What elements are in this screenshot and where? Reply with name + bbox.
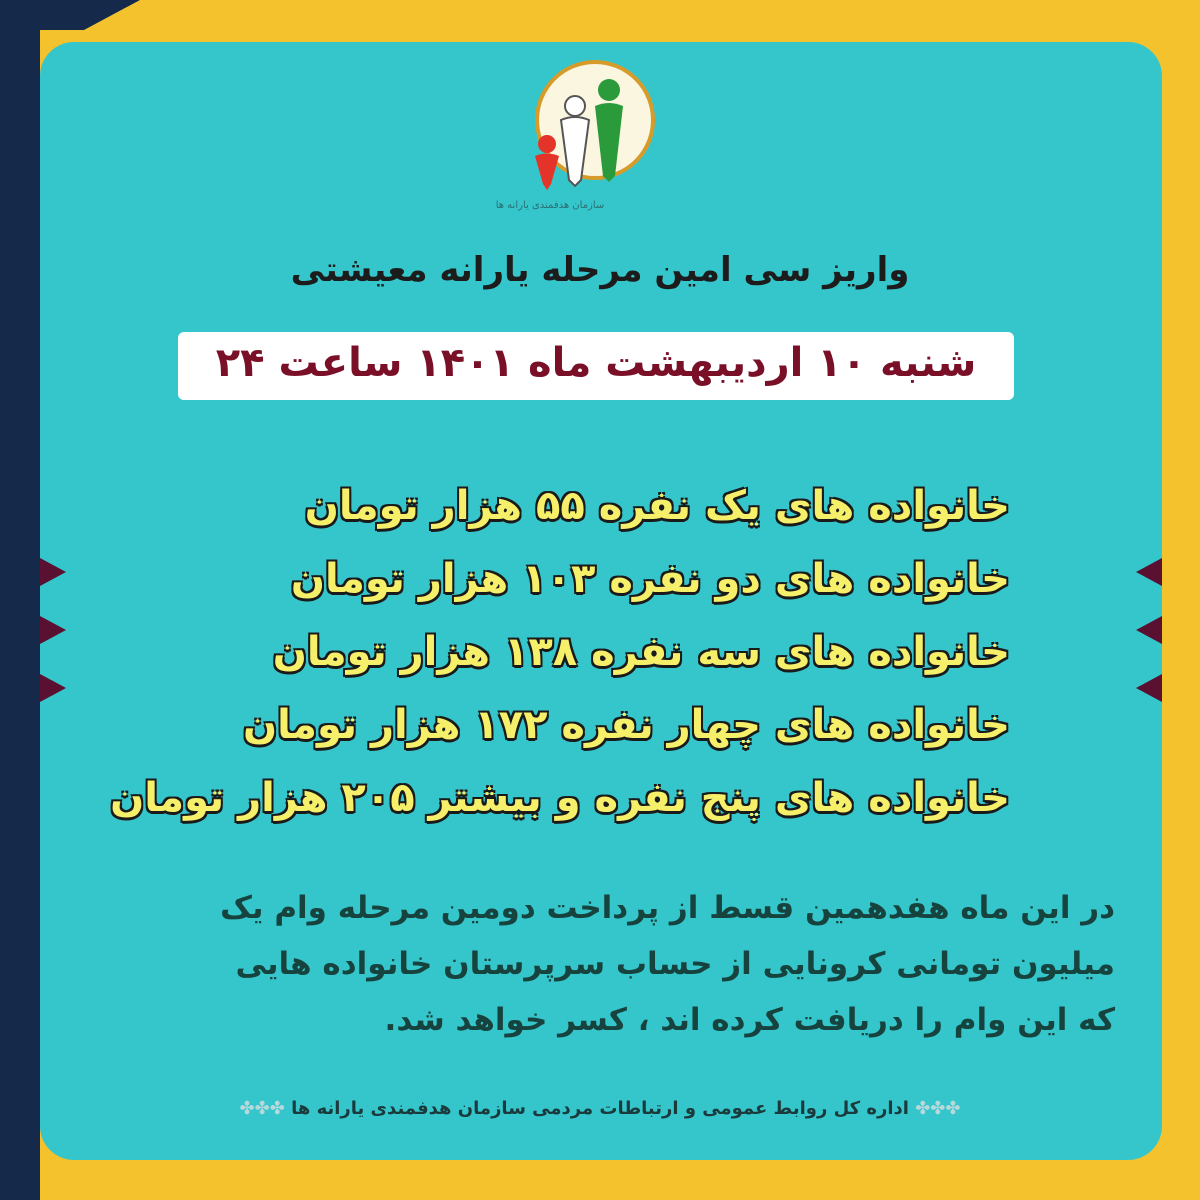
logo-caption: سازمان هدفمندی یارانه ها [495,200,605,211]
left-notch-decoration [40,616,66,644]
note-line: میلیون تومانی کرونایی از حساب سرپرستان خانواده هایی [235,946,1115,982]
footer-decoration-icon: ✤✤✤ [239,1098,285,1119]
note-line: که این وام را دریافت کرده اند ، کسر خواهد شد. [384,1002,1115,1038]
amount-line: خانواده های پنج نفره و بیشتر ۲۰۵ هزار تومان [110,775,1010,821]
right-notch-decoration [1136,616,1162,644]
amount-line: خانواده های دو نفره ۱۰۳ هزار تومان [290,556,1010,602]
page-title: واریز سی امین مرحله یارانه معیشتی [290,250,910,290]
left-notch-decoration [40,558,66,586]
note-line: در این ماه هفدهمین قسط از پرداخت دومین مرحله وام یک [220,890,1115,926]
amount-line: خانواده های چهار نفره ۱۷۲ هزار تومان [243,702,1010,748]
footer-credit [100,1098,1100,1119]
family-figures-logo-icon [525,58,665,218]
right-notch-decoration [1136,558,1162,586]
footer-decoration-icon: ✤✤✤ [915,1098,961,1119]
amount-line: خانواده های سه نفره ۱۳۸ هزار تومان [272,629,1010,675]
amount-line: خانواده های یک نفره ۵۵ هزار تومان [304,483,1010,529]
note-paragraph [95,880,1115,1048]
frame-left-strip [0,0,40,1200]
date-line: شنبه ۱۰ اردیبهشت ماه ۱۴۰۱ ساعت ۲۴ [215,340,977,386]
right-notch-decoration [1136,674,1162,702]
left-notch-decoration [40,674,66,702]
amounts-list [110,470,1010,835]
footer-text: اداره کل روابط عمومی و ارتباطات مردمی سازمان هدفمندی یارانه ها [291,1098,909,1119]
